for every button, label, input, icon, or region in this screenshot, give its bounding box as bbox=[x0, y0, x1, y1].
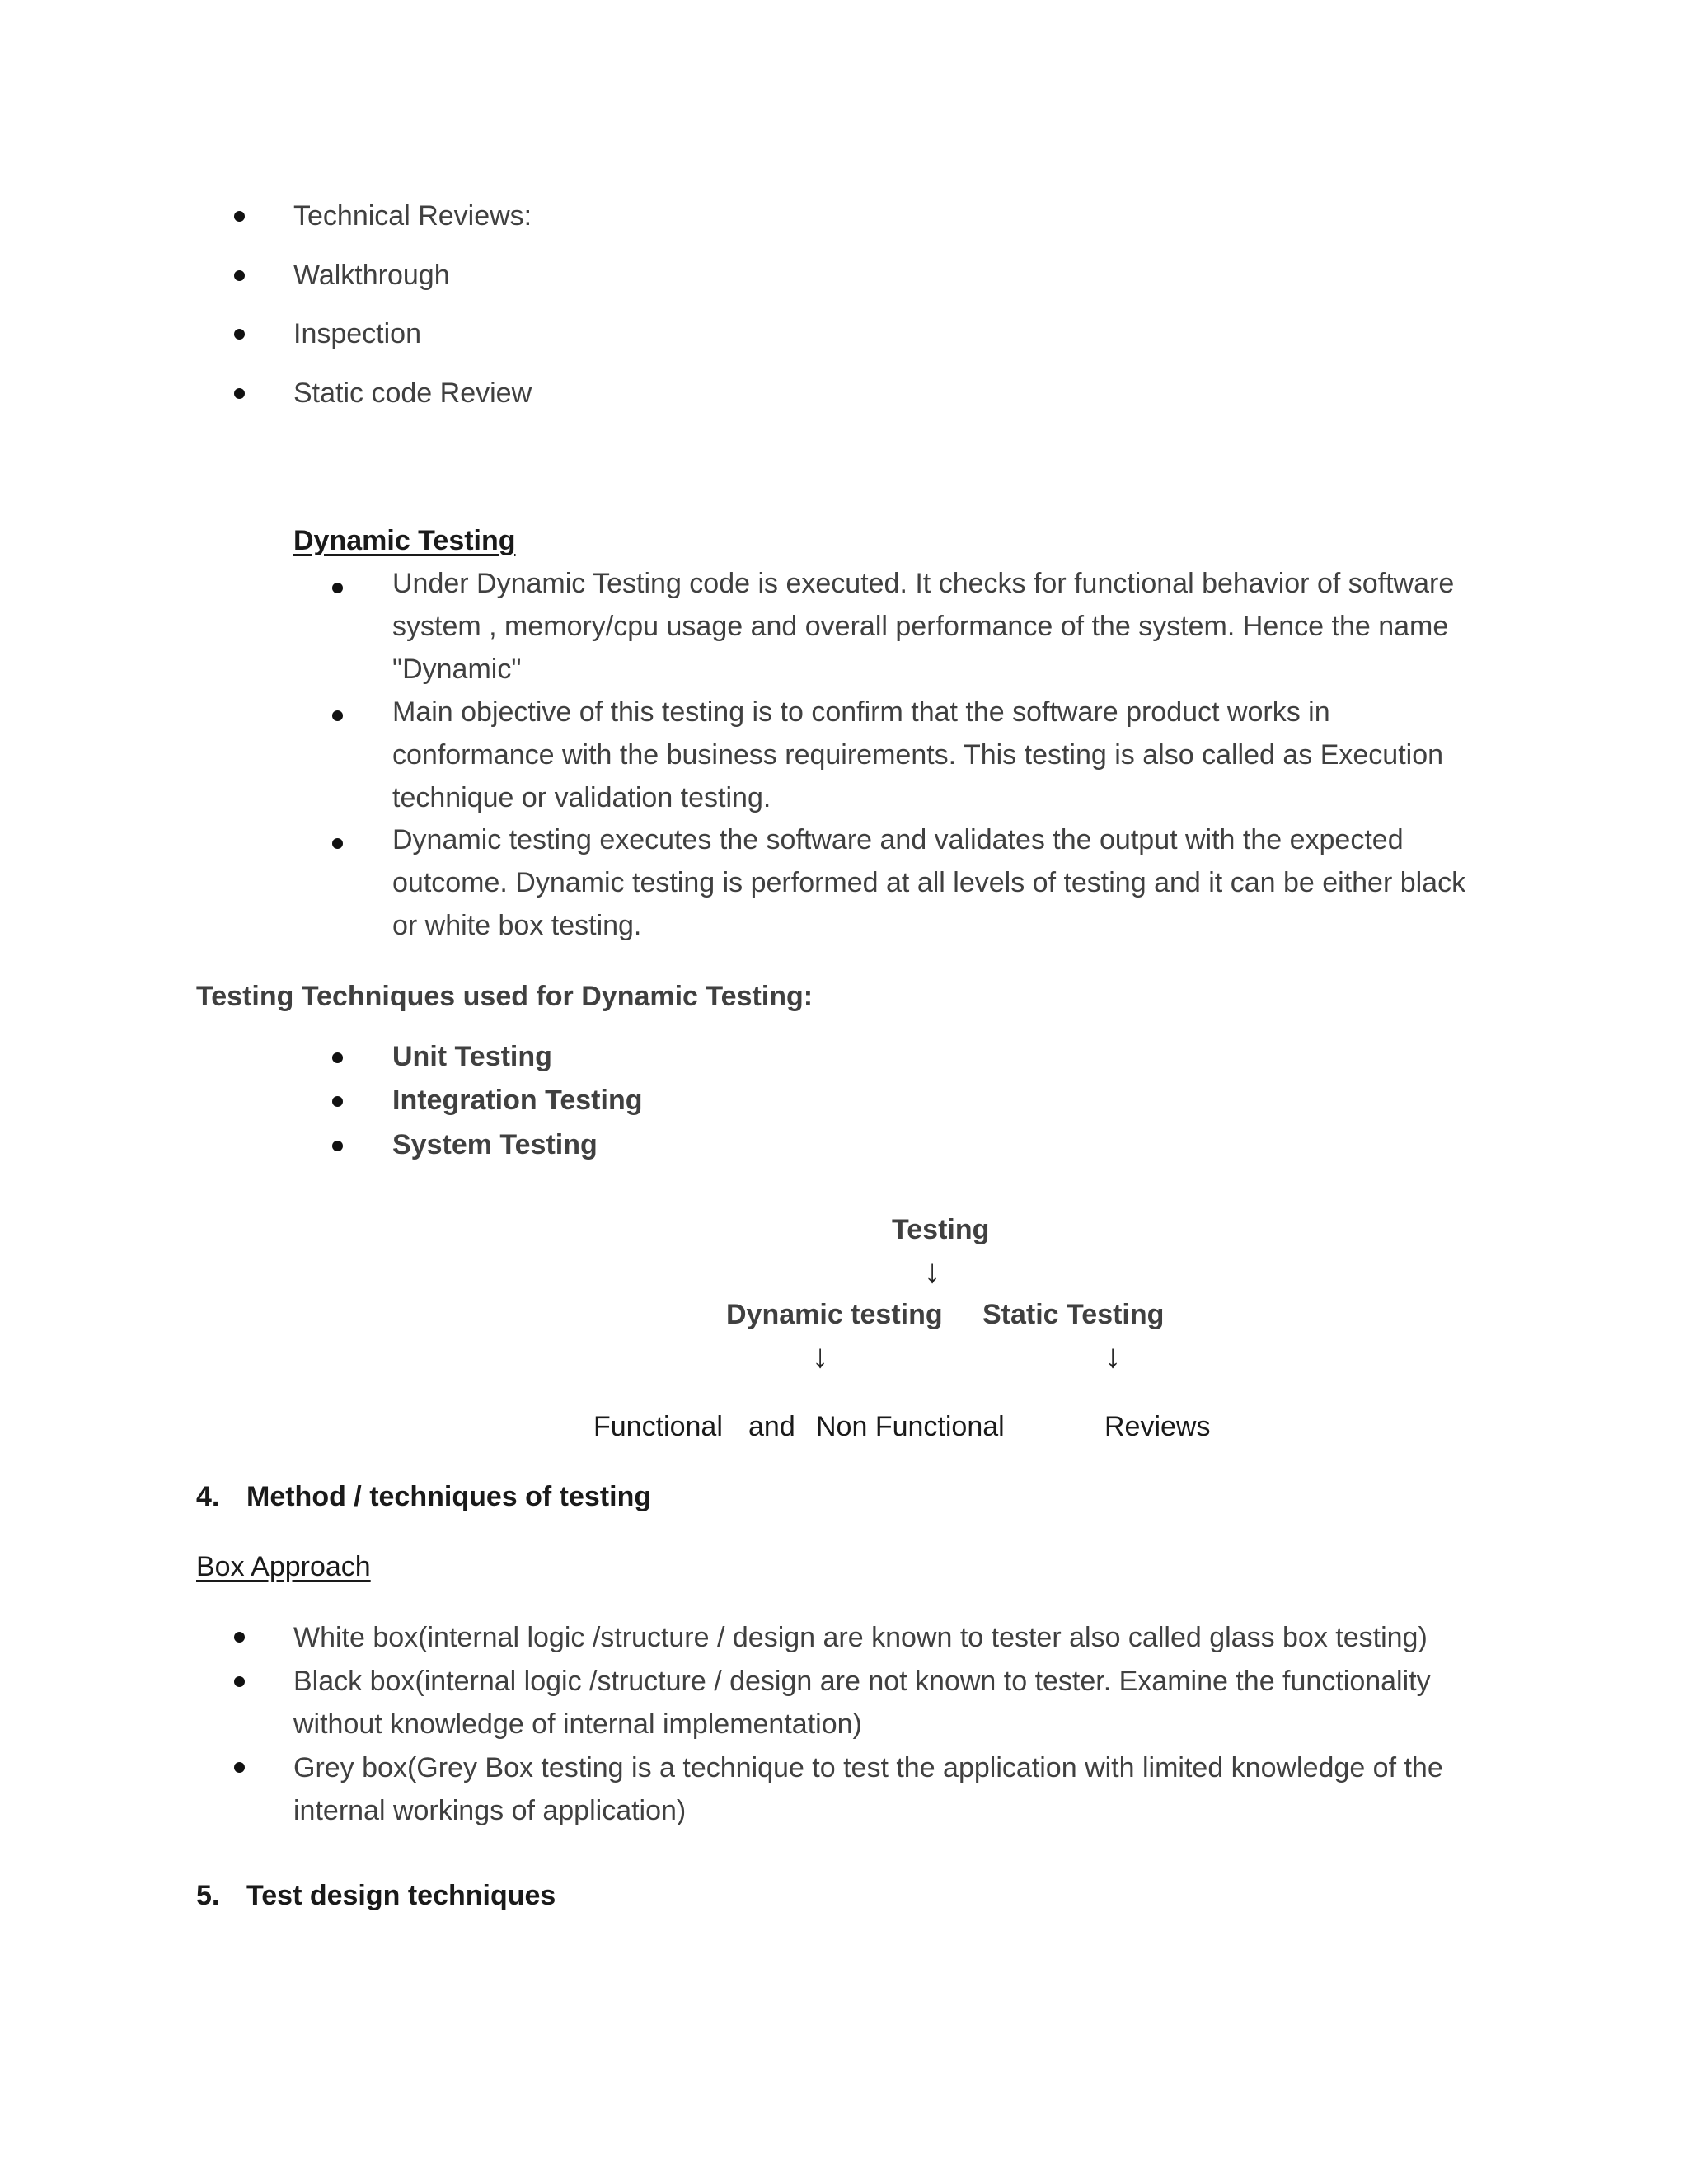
bullet bbox=[332, 1052, 343, 1063]
bullet bbox=[234, 211, 245, 222]
dynamic-testing-heading: Dynamic Testing bbox=[293, 525, 516, 556]
bullet bbox=[332, 710, 343, 721]
diagram-non-functional: Non Functional bbox=[816, 1411, 1005, 1442]
box-item-black: Black box(internal logic /structure / design are not known to tester. Examine the functionality without knowledge of internal implementation) bbox=[293, 1666, 1431, 1740]
bullet bbox=[234, 1632, 245, 1643]
bullet bbox=[332, 838, 343, 849]
bullet bbox=[234, 1762, 245, 1773]
diagram-reviews: Reviews bbox=[1104, 1411, 1211, 1442]
diagram-and: and bbox=[748, 1411, 795, 1442]
bullet bbox=[234, 270, 245, 281]
section-5-number: 5. bbox=[196, 1880, 220, 1911]
section-4-title: Method / techniques of testing bbox=[246, 1481, 652, 1512]
dynamic-point-2: Main objective of this testing is to confirm that the software product works in conformance with the business requirements. This testing is also called as Execution technique or validation testing. bbox=[392, 696, 1444, 813]
diagram-functional: Functional bbox=[593, 1411, 723, 1442]
bullet bbox=[234, 1676, 245, 1687]
techniques-heading: Testing Techniques used for Dynamic Testing: bbox=[196, 981, 814, 1012]
dynamic-point-1: Under Dynamic Testing code is executed. It checks for functional behavior of software system , memory/cpu usage and overall performance of the system. Hence the name "Dynamic" bbox=[392, 568, 1455, 685]
list-item: Technical Reviews: bbox=[293, 200, 532, 232]
diagram-left-node: Dynamic testing bbox=[726, 1299, 943, 1330]
section-5-title: Test design techniques bbox=[246, 1880, 556, 1911]
bullet bbox=[234, 329, 245, 340]
technique-item: Unit Testing bbox=[392, 1041, 552, 1072]
box-item-grey: Grey box(Grey Box testing is a technique to test the application with limited knowledge of the internal workings of application) bbox=[293, 1752, 1443, 1826]
bullet bbox=[332, 1141, 343, 1151]
technique-item: System Testing bbox=[392, 1129, 598, 1160]
down-arrow-icon: ↓ bbox=[812, 1338, 828, 1375]
box-approach-heading: Box Approach bbox=[196, 1551, 371, 1582]
diagram-right-node: Static Testing bbox=[982, 1299, 1165, 1330]
down-arrow-icon: ↓ bbox=[1104, 1338, 1121, 1375]
diagram-root: Testing bbox=[892, 1214, 990, 1245]
box-item-white: White box(internal logic /structure / design are known to tester also called glass box testing) bbox=[293, 1622, 1428, 1653]
list-item: Inspection bbox=[293, 318, 421, 349]
section-4-number: 4. bbox=[196, 1481, 220, 1512]
bullet bbox=[234, 388, 245, 399]
list-item: Walkthrough bbox=[293, 260, 450, 291]
list-item: Static code Review bbox=[293, 377, 532, 409]
bullet bbox=[332, 1096, 343, 1107]
bullet bbox=[332, 583, 343, 593]
technique-item: Integration Testing bbox=[392, 1085, 643, 1116]
dynamic-point-3: Dynamic testing executes the software and validates the output with the expected outcome. Dynamic testing is performed at all levels of testing and it can be either black or white box testing. bbox=[392, 824, 1466, 941]
down-arrow-icon: ↓ bbox=[924, 1254, 940, 1290]
